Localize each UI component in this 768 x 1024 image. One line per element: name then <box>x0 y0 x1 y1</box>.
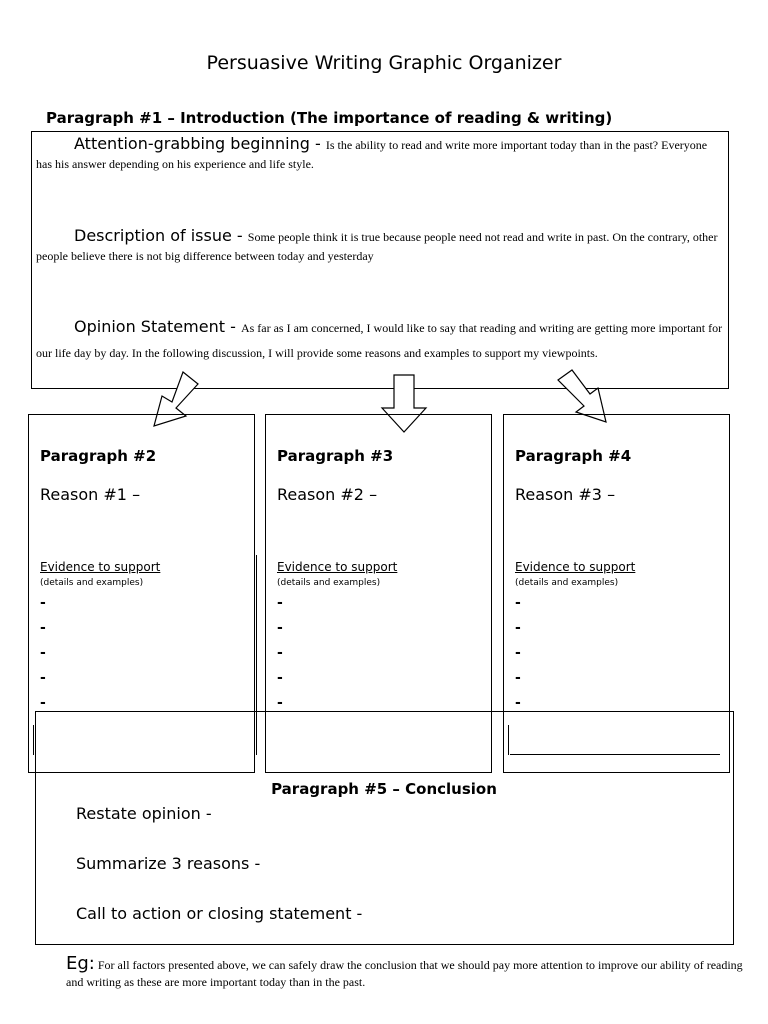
evidence-label: Evidence to support <box>277 560 398 574</box>
evidence-sublabel: (details and examples) <box>515 578 619 588</box>
evidence-sublabel: (details and examples) <box>277 578 381 588</box>
dash-line: - <box>515 695 521 711</box>
item-label: Restate opinion - <box>76 804 212 823</box>
item-text: As far as I am concerned, I would like to say that reading and writing are getting more important for our life day by day. In the following discussion, I will provide some reasons and examples to support my viewpoints. <box>36 321 723 360</box>
restate-opinion-item <box>64 804 212 823</box>
reason-label: Reason #3 – <box>515 485 616 504</box>
page-title: Persuasive Writing Graphic Organizer <box>206 52 562 74</box>
dash-line: - <box>515 620 521 636</box>
dash-line: - <box>40 670 46 686</box>
dash-line: - <box>40 595 46 611</box>
dash-line: - <box>277 620 283 636</box>
dash-line: - <box>515 645 521 661</box>
item-text: Is the ability to read and write more important today than in the past? Everyone has his answer depending on his experience and life style. <box>36 138 708 171</box>
example-label: Eg: <box>66 953 95 974</box>
dash-line: - <box>277 595 283 611</box>
item-label: Attention-grabbing beginning - <box>74 134 326 153</box>
item-text: Some people think it is true because people need not read and write in past. On the contrary, other people believe there is not big difference between today and yesterday <box>36 230 718 263</box>
column-heading: Paragraph #3 <box>277 447 394 465</box>
dash-line: - <box>515 670 521 686</box>
reason-label: Reason #2 – <box>277 485 378 504</box>
dash-line: - <box>277 670 283 686</box>
dash-line: - <box>40 620 46 636</box>
example-text <box>66 955 746 991</box>
column-heading: Paragraph #2 <box>40 447 157 465</box>
item-label: Opinion Statement - <box>74 317 241 336</box>
dash-line: - <box>40 645 46 661</box>
paragraph5-heading: Paragraph #5 – Conclusion <box>271 780 497 798</box>
evidence-label: Evidence to support <box>40 560 161 574</box>
item-label: Call to action or closing statement - <box>76 904 363 923</box>
dash-line: - <box>277 645 283 661</box>
column-rule <box>33 725 34 755</box>
column-heading: Paragraph #4 <box>515 447 632 465</box>
dash-line: - <box>515 595 521 611</box>
call-to-action-item <box>64 904 362 923</box>
paragraph1-heading: Paragraph #1 – Introduction (The importance of reading & writing) <box>46 109 613 127</box>
opinion-statement-item <box>36 315 726 365</box>
dash-line: - <box>277 695 283 711</box>
item-label: Description of issue - <box>74 226 248 245</box>
evidence-label: Evidence to support <box>515 560 636 574</box>
example-body: For all factors presented above, we can safely draw the conclusion that we should pay more attention to improve our ability of reading and writing as these are more important today than in the past. <box>66 958 743 989</box>
item-label: Summarize 3 reasons - <box>76 854 261 873</box>
summarize-reasons-item <box>64 854 260 873</box>
dash-line: - <box>40 695 46 711</box>
evidence-sublabel: (details and examples) <box>40 578 144 588</box>
description-of-issue-item <box>36 226 726 266</box>
reason-label: Reason #1 – <box>40 485 141 504</box>
attention-grabbing-item <box>36 134 726 174</box>
